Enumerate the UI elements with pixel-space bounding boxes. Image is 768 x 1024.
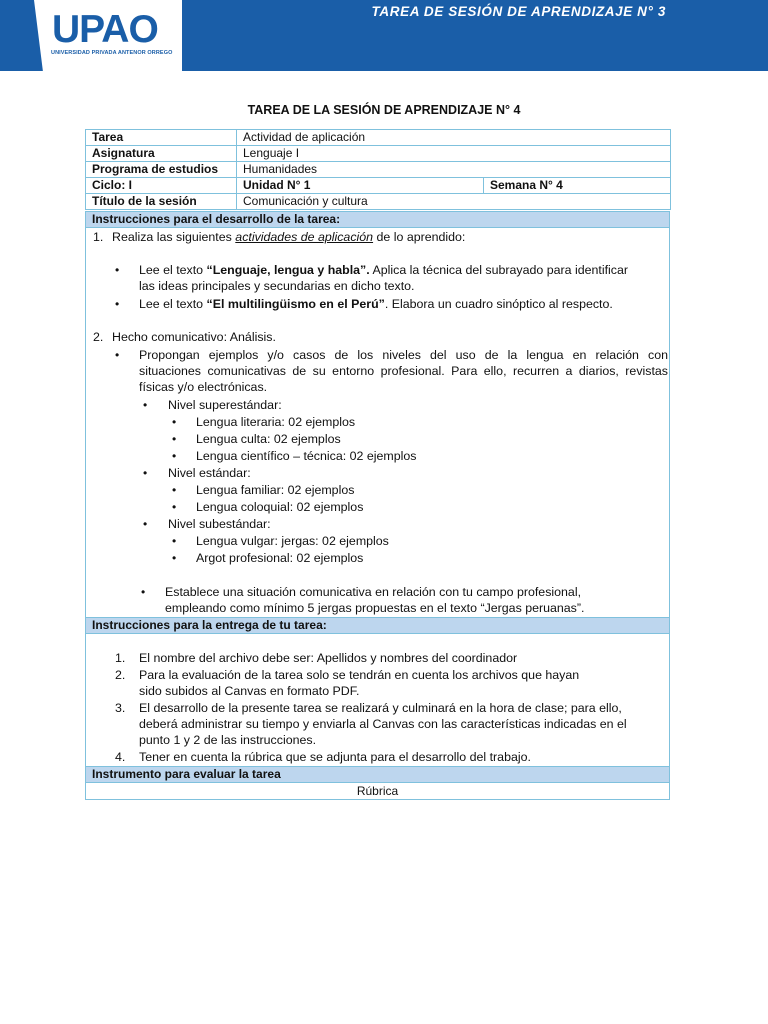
text-segment: de lo aprendido: <box>373 230 466 244</box>
bullet-icon: • <box>172 483 177 497</box>
list-item: Lengua vulgar: jergas: 02 ejemplos <box>196 534 389 548</box>
entrega-item-3-line3: punto 1 y 2 de las instrucciones. <box>139 733 317 747</box>
nivel-subestandar: Nivel subestándar: <box>168 517 271 531</box>
instruction-item-2: Hecho comunicativo: Análisis. <box>112 330 276 344</box>
unidad-label: Unidad N° 1 <box>237 178 484 194</box>
entrega-item-2-line1: Para la evaluación de la tarea solo se tendrán en cuenta los archivos que hayan <box>139 668 580 682</box>
instrumento-value: Rúbrica <box>85 782 670 800</box>
item-number: 2. <box>115 668 126 682</box>
item-number: 3. <box>115 701 126 715</box>
bullet-icon: • <box>143 466 148 480</box>
tarea-value: Actividad de aplicación <box>237 130 671 146</box>
section-header-entrega: Instrucciones para la entrega de tu tarea: <box>85 617 670 634</box>
item-number: 1. <box>115 651 126 665</box>
bullet-icon: • <box>141 585 146 599</box>
bullet-icon: • <box>172 551 177 565</box>
bullet-icon: • <box>172 534 177 548</box>
item-number: 1. <box>93 230 104 244</box>
item-number: 2. <box>93 330 104 344</box>
entrega-item-2-line2: sido subidos al Canvas en formato PDF. <box>139 684 360 698</box>
bullet-proponer-line1: Propongan ejemplos y/o casos de los niveles del uso de la lengua en relación con <box>139 348 668 362</box>
bullet-multilinguismo <box>139 296 613 312</box>
tarea-label: Tarea <box>86 130 237 146</box>
bullet-icon: • <box>115 297 120 311</box>
entrega-item-4: Tener en cuenta la rúbrica que se adjunta para el desarrollo del trabajo. <box>139 750 531 764</box>
ciclo-label: Ciclo: I <box>86 178 237 194</box>
text-segment: Realiza las siguientes <box>112 230 236 244</box>
table-row <box>86 178 671 194</box>
list-item: Lengua coloquial: 02 ejemplos <box>196 500 364 514</box>
asignatura-label: Asignatura <box>86 146 237 162</box>
text-segment: . Elabora un cuadro sinóptico al respecto. <box>384 297 613 311</box>
text-segment: Aplica la técnica del subrayado para identificar <box>369 263 628 277</box>
list-item: Lengua culta: 02 ejemplos <box>196 432 341 446</box>
programa-value: Humanidades <box>237 162 671 178</box>
list-item: Lengua literaria: 02 ejemplos <box>196 415 356 429</box>
bullet-icon: • <box>172 432 177 446</box>
titulo-value: Comunicación y cultura <box>237 194 671 210</box>
page-title: TAREA DE LA SESIÓN DE APRENDIZAJE N° 4 <box>247 103 521 117</box>
nivel-superestandar: Nivel superestándar: <box>168 398 282 412</box>
programa-label: Programa de estudios <box>86 162 237 178</box>
item-number: 4. <box>115 750 126 764</box>
asignatura-value: Lenguaje I <box>237 146 671 162</box>
bold-text: “Lenguaje, lengua y habla”. <box>206 263 370 277</box>
table-row <box>86 194 671 210</box>
table-row <box>86 162 671 178</box>
upao-logo: UPAO <box>52 8 158 51</box>
semana-label: Semana N° 4 <box>484 178 671 194</box>
text-segment: Lee el texto <box>139 297 207 311</box>
list-item: Lengua familiar: 02 ejemplos <box>196 483 355 497</box>
bullet-icon: • <box>115 348 120 362</box>
bullet-lenguaje-line2: las ideas principales y secundarias en dicho texto. <box>139 279 415 293</box>
bullet-situacion-line2: empleando como mínimo 5 jergas propuestas en el texto “Jergas peruanas”. <box>165 601 585 615</box>
entrega-item-1: El nombre del archivo debe ser: Apellidos y nombres del coordinador <box>139 651 518 665</box>
section-header-instrucciones: Instrucciones para el desarrollo de la tarea: <box>85 211 670 228</box>
entrega-item-3-line2: deberá administrar su tiempo y enviarla al Canvas con las características indicadas en el <box>139 717 627 731</box>
section-header-instrumento: Instrumento para evaluar la tarea <box>85 766 670 783</box>
bullet-icon: • <box>172 415 177 429</box>
entrega-item-3-line1: El desarrollo de la presente tarea se realizará y culminará en la hora de clase; para ello, <box>139 701 622 715</box>
table-row <box>86 146 671 162</box>
logo-subtitle: UNIVERSIDAD PRIVADA ANTENOR ORREGO <box>51 50 173 56</box>
table-row <box>86 130 671 146</box>
bullet-lenguaje <box>139 262 628 278</box>
instruction-item-1 <box>112 229 465 245</box>
bullet-proponer-line2: situaciones comunicativas de su entorno profesional. Para ello, recurren a diarios, revistas <box>139 364 668 378</box>
titulo-label: Título de la sesión <box>86 194 237 210</box>
bullet-situacion-line1: Establece una situación comunicativa en relación con tu campo profesional, <box>165 585 582 599</box>
bullet-proponer-line3: físicas y/o electrónicas. <box>139 380 268 394</box>
emphasis-text: actividades de aplicación <box>235 230 374 244</box>
nivel-estandar: Nivel estándar: <box>168 466 251 480</box>
bullet-icon: • <box>172 449 177 463</box>
bullet-icon: • <box>172 500 177 514</box>
list-item: Lengua científico – técnica: 02 ejemplos <box>196 449 417 463</box>
list-item: Argot profesional: 02 ejemplos <box>196 551 364 565</box>
bold-text: “El multilingüismo en el Perú” <box>206 297 385 311</box>
info-table <box>85 129 671 210</box>
bullet-icon: • <box>115 263 120 277</box>
text-segment: Lee el texto <box>139 263 207 277</box>
bullet-icon: • <box>143 398 148 412</box>
bullet-icon: • <box>143 517 148 531</box>
header-title: TAREA DE SESIÓN DE APRENDIZAJE N° 3 <box>371 4 666 19</box>
